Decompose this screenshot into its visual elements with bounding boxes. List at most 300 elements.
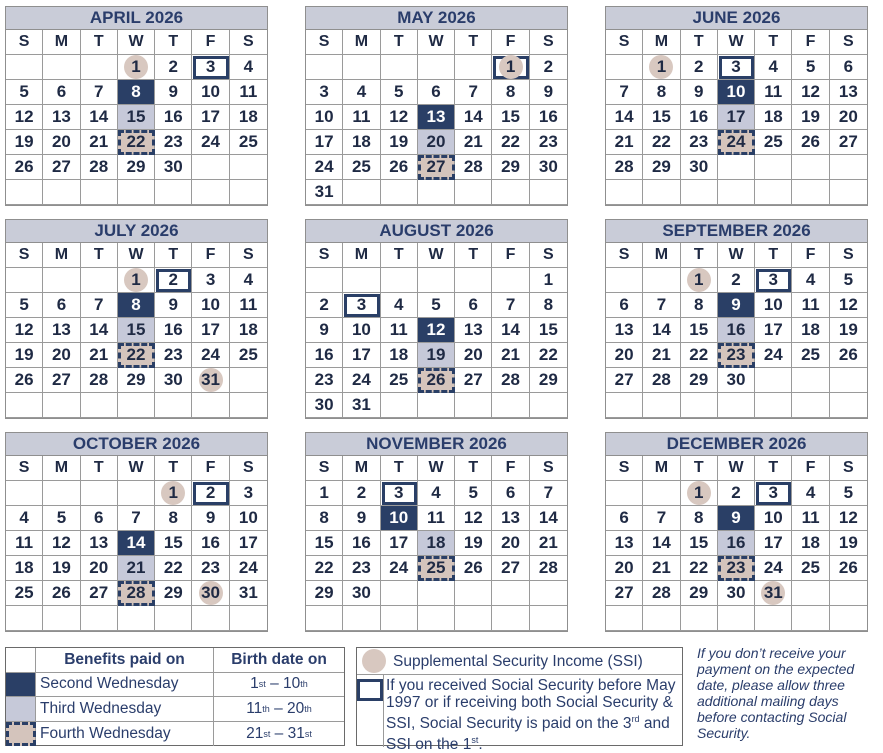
empty-cell [418, 606, 455, 631]
day-cell: 11 [381, 318, 418, 343]
empty-cell [606, 606, 643, 631]
weekday-header: M [643, 243, 680, 268]
weekday-header: M [43, 456, 80, 481]
weekday-header: T [155, 456, 192, 481]
day-cell: 27 [43, 155, 80, 180]
day-cell: 28 [118, 581, 155, 606]
empty-cell [81, 481, 118, 506]
day-cell: 28 [643, 581, 680, 606]
day-cell: 17 [381, 531, 418, 556]
day-cell: 4 [230, 55, 267, 80]
day-cell: 8 [306, 506, 343, 531]
day-cell: 6 [492, 481, 529, 506]
empty-cell [6, 268, 43, 293]
weekday-header: F [792, 30, 829, 55]
benefits-legend-table [5, 647, 345, 746]
day-cell: 11 [755, 80, 792, 105]
day-cell: 22 [118, 343, 155, 368]
empty-cell [43, 393, 80, 418]
empty-cell [6, 393, 43, 418]
day-cell: 19 [6, 130, 43, 155]
day-cell: 25 [230, 130, 267, 155]
month-calendar [605, 6, 868, 206]
legend-range: 11 th – 20 th [246, 699, 312, 717]
day-cell: 31 [755, 581, 792, 606]
day-cell: 4 [381, 293, 418, 318]
month-title: DECEMBER 2026 [606, 433, 867, 456]
day-cell: 19 [381, 130, 418, 155]
weekday-header: M [643, 456, 680, 481]
day-cell: 2 [681, 55, 718, 80]
day-cell: 24 [192, 130, 229, 155]
day-cell: 22 [681, 556, 718, 581]
day-cell: 29 [118, 368, 155, 393]
empty-cell [830, 606, 867, 631]
weekday-header: F [492, 243, 529, 268]
day-cell: 27 [455, 368, 492, 393]
weekday-header: T [381, 243, 418, 268]
day-cell: 5 [792, 55, 829, 80]
weekday-header: T [455, 30, 492, 55]
day-cell: 29 [155, 581, 192, 606]
weekday-header: T [755, 243, 792, 268]
day-cell: 14 [81, 318, 118, 343]
day-cell: 16 [155, 318, 192, 343]
empty-cell [6, 481, 43, 506]
day-cell: 30 [306, 393, 343, 418]
day-cell: 28 [606, 155, 643, 180]
day-cell: 25 [792, 556, 829, 581]
day-cell: 15 [306, 531, 343, 556]
day-cell: 11 [792, 293, 829, 318]
day-cell: 12 [830, 293, 867, 318]
empty-cell [681, 180, 718, 205]
weekday-header: S [6, 456, 43, 481]
day-cell: 26 [418, 368, 455, 393]
day-cell: 12 [6, 105, 43, 130]
day-cell: 8 [118, 80, 155, 105]
day-cell: 12 [455, 506, 492, 531]
day-cell: 10 [755, 506, 792, 531]
month-calendar [5, 219, 268, 419]
day-cell: 29 [530, 368, 567, 393]
empty-cell [492, 581, 529, 606]
day-cell: 7 [643, 506, 680, 531]
boxed-label: If you received Social Security before May 1997 or if receiving both Social Security & SSI, Social Security is paid on the 3rd and SSI on the 1st. [386, 677, 676, 753]
day-cell: 20 [81, 556, 118, 581]
day-cell: 7 [643, 293, 680, 318]
day-cell: 3 [755, 481, 792, 506]
day-cell: 17 [343, 343, 380, 368]
day-cell: 31 [306, 180, 343, 205]
day-cell: 9 [192, 506, 229, 531]
empty-cell [455, 268, 492, 293]
weekday-header: S [306, 243, 343, 268]
day-cell: 10 [306, 105, 343, 130]
weekday-header: W [718, 456, 755, 481]
empty-cell [792, 393, 829, 418]
day-cell: 24 [192, 343, 229, 368]
day-cell: 10 [381, 506, 418, 531]
day-cell: 17 [718, 105, 755, 130]
day-cell: 19 [792, 105, 829, 130]
day-cell: 8 [155, 506, 192, 531]
empty-cell [306, 268, 343, 293]
day-cell: 25 [755, 130, 792, 155]
day-cell: 30 [343, 581, 380, 606]
day-cell: 5 [381, 80, 418, 105]
day-cell: 20 [606, 556, 643, 581]
day-cell: 6 [830, 55, 867, 80]
day-cell: 22 [118, 130, 155, 155]
day-cell: 30 [155, 155, 192, 180]
month-title: SEPTEMBER 2026 [606, 220, 867, 243]
empty-cell [830, 393, 867, 418]
day-cell: 27 [606, 368, 643, 393]
day-cell: 26 [792, 130, 829, 155]
empty-cell [155, 180, 192, 205]
legend-row-fourth [6, 722, 344, 747]
empty-cell [530, 581, 567, 606]
legend-col-benefits: Benefits paid on [36, 648, 214, 672]
day-cell: 30 [718, 581, 755, 606]
weekday-header: T [381, 456, 418, 481]
day-cell: 19 [6, 343, 43, 368]
day-cell: 1 [681, 268, 718, 293]
day-cell: 16 [155, 105, 192, 130]
day-cell: 18 [792, 318, 829, 343]
empty-cell [418, 55, 455, 80]
day-cell: 20 [830, 105, 867, 130]
day-cell: 6 [43, 293, 80, 318]
weekday-header: S [6, 30, 43, 55]
day-cell: 4 [6, 506, 43, 531]
month-calendar [305, 219, 568, 419]
day-cell: 18 [792, 531, 829, 556]
legend-row-second [6, 673, 344, 698]
day-cell: 2 [343, 481, 380, 506]
day-cell: 12 [6, 318, 43, 343]
empty-cell [455, 581, 492, 606]
empty-cell [792, 606, 829, 631]
day-cell: 29 [681, 581, 718, 606]
day-cell: 2 [530, 55, 567, 80]
day-cell: 21 [643, 343, 680, 368]
legend-header-row [6, 648, 344, 673]
weekday-header: W [118, 456, 155, 481]
weekday-header: T [455, 243, 492, 268]
day-cell: 13 [418, 105, 455, 130]
weekday-header: S [530, 243, 567, 268]
day-cell: 6 [43, 80, 80, 105]
day-cell: 23 [681, 130, 718, 155]
empty-cell [681, 393, 718, 418]
weekday-header: W [418, 456, 455, 481]
weekday-header: M [43, 243, 80, 268]
day-cell: 22 [306, 556, 343, 581]
day-cell: 6 [606, 293, 643, 318]
day-cell: 22 [155, 556, 192, 581]
month-calendar [305, 432, 568, 632]
day-cell: 9 [718, 506, 755, 531]
empty-cell [455, 55, 492, 80]
day-cell: 2 [718, 268, 755, 293]
weekday-header: S [230, 456, 267, 481]
weekday-header: F [792, 243, 829, 268]
day-cell: 3 [192, 55, 229, 80]
day-cell: 22 [530, 343, 567, 368]
legend-label: Fourth Wednesday [36, 722, 214, 747]
day-cell: 12 [381, 105, 418, 130]
day-cell: 7 [530, 481, 567, 506]
day-cell: 19 [830, 531, 867, 556]
weekday-header: F [192, 30, 229, 55]
day-cell: 19 [43, 556, 80, 581]
day-cell: 15 [118, 105, 155, 130]
empty-cell [81, 393, 118, 418]
month-calendar [305, 6, 568, 206]
weekday-header: S [606, 243, 643, 268]
day-cell: 30 [530, 155, 567, 180]
day-cell: 27 [418, 155, 455, 180]
ssi-label: Supplemental Security Income (SSI) [393, 652, 643, 670]
day-cell: 18 [343, 130, 380, 155]
day-cell: 14 [492, 318, 529, 343]
day-cell: 8 [681, 293, 718, 318]
empty-cell [192, 393, 229, 418]
day-cell: 13 [606, 531, 643, 556]
empty-cell [118, 606, 155, 631]
empty-cell [606, 393, 643, 418]
empty-cell [792, 155, 829, 180]
day-cell: 16 [343, 531, 380, 556]
day-cell: 1 [118, 55, 155, 80]
legend-swatch-third [6, 697, 36, 721]
weekday-header: S [830, 30, 867, 55]
day-cell: 21 [81, 343, 118, 368]
empty-cell [43, 606, 80, 631]
empty-cell [492, 606, 529, 631]
empty-cell [530, 180, 567, 205]
day-cell: 11 [792, 506, 829, 531]
day-cell: 16 [681, 105, 718, 130]
day-cell: 1 [530, 268, 567, 293]
day-cell: 18 [755, 105, 792, 130]
empty-cell [43, 180, 80, 205]
empty-cell [718, 180, 755, 205]
day-cell: 13 [455, 318, 492, 343]
day-cell: 20 [455, 343, 492, 368]
weekday-header: F [492, 456, 529, 481]
day-cell: 10 [755, 293, 792, 318]
day-cell: 6 [81, 506, 118, 531]
empty-cell [192, 180, 229, 205]
legend-range: 1 st – 10 th [250, 675, 308, 693]
day-cell: 4 [755, 55, 792, 80]
day-cell: 9 [155, 80, 192, 105]
day-cell: 27 [492, 556, 529, 581]
day-cell: 25 [230, 343, 267, 368]
day-cell: 16 [306, 343, 343, 368]
day-cell: 25 [343, 155, 380, 180]
weekday-header: M [343, 456, 380, 481]
day-cell: 18 [418, 531, 455, 556]
day-cell: 7 [81, 80, 118, 105]
weekday-header: S [230, 243, 267, 268]
empty-cell [830, 581, 867, 606]
boxed-date-icon [357, 679, 383, 701]
day-cell: 23 [530, 130, 567, 155]
day-cell: 15 [643, 105, 680, 130]
empty-cell [381, 606, 418, 631]
day-cell: 11 [418, 506, 455, 531]
day-cell: 30 [192, 581, 229, 606]
empty-cell [343, 180, 380, 205]
mailing-note: If you don’t receive your payment on the expected date, please allow three additional mailing days before contacting Social Security. [697, 645, 855, 741]
day-cell: 3 [718, 55, 755, 80]
day-cell: 13 [43, 105, 80, 130]
empty-cell [643, 393, 680, 418]
day-cell: 14 [530, 506, 567, 531]
weekday-header: M [43, 30, 80, 55]
day-cell: 25 [418, 556, 455, 581]
ssi-legend-row [357, 648, 682, 675]
ssi-circle-icon [362, 649, 386, 673]
weekday-header: M [643, 30, 680, 55]
day-cell: 27 [606, 581, 643, 606]
day-cell: 1 [155, 481, 192, 506]
boxed-legend-row [357, 675, 682, 753]
day-cell: 6 [418, 80, 455, 105]
day-cell: 12 [43, 531, 80, 556]
day-cell: 9 [530, 80, 567, 105]
day-cell: 28 [643, 368, 680, 393]
legend-swatch-fourth [6, 722, 36, 747]
day-cell: 28 [81, 368, 118, 393]
empty-cell [455, 606, 492, 631]
day-cell: 29 [681, 368, 718, 393]
empty-cell [43, 481, 80, 506]
weekday-header: T [81, 456, 118, 481]
day-cell: 5 [830, 268, 867, 293]
day-cell: 25 [6, 581, 43, 606]
empty-cell [343, 268, 380, 293]
day-cell: 25 [792, 343, 829, 368]
empty-cell [343, 606, 380, 631]
day-cell: 28 [81, 155, 118, 180]
day-cell: 27 [81, 581, 118, 606]
empty-cell [530, 393, 567, 418]
day-cell: 5 [43, 506, 80, 531]
day-cell: 20 [418, 130, 455, 155]
empty-cell [43, 55, 80, 80]
weekday-header: F [192, 243, 229, 268]
empty-cell [381, 55, 418, 80]
day-cell: 29 [643, 155, 680, 180]
weekday-header: T [81, 243, 118, 268]
day-cell: 2 [155, 268, 192, 293]
empty-cell [492, 393, 529, 418]
empty-cell [155, 393, 192, 418]
weekday-header: M [343, 243, 380, 268]
empty-cell [755, 180, 792, 205]
legend-row-third [6, 697, 344, 722]
empty-cell [118, 481, 155, 506]
day-cell: 11 [230, 293, 267, 318]
weekday-header: S [606, 30, 643, 55]
day-cell: 20 [492, 531, 529, 556]
weekday-header: S [230, 30, 267, 55]
day-cell: 8 [643, 80, 680, 105]
day-cell: 23 [155, 343, 192, 368]
day-cell: 27 [43, 368, 80, 393]
weekday-header: W [118, 243, 155, 268]
empty-cell [792, 368, 829, 393]
day-cell: 12 [830, 506, 867, 531]
day-cell: 7 [455, 80, 492, 105]
day-cell: 18 [230, 105, 267, 130]
weekday-header: T [455, 456, 492, 481]
weekday-header: S [306, 456, 343, 481]
day-cell: 23 [306, 368, 343, 393]
empty-cell [492, 268, 529, 293]
weekday-header: W [118, 30, 155, 55]
day-cell: 15 [118, 318, 155, 343]
empty-cell [230, 368, 267, 393]
empty-cell [455, 180, 492, 205]
day-cell: 10 [718, 80, 755, 105]
day-cell: 22 [492, 130, 529, 155]
weekday-header: T [755, 30, 792, 55]
empty-cell [643, 180, 680, 205]
empty-cell [755, 368, 792, 393]
day-cell: 19 [455, 531, 492, 556]
day-cell: 1 [643, 55, 680, 80]
day-cell: 1 [681, 481, 718, 506]
weekday-header: S [306, 30, 343, 55]
day-cell: 28 [455, 155, 492, 180]
day-cell: 13 [830, 80, 867, 105]
day-cell: 24 [230, 556, 267, 581]
empty-cell [755, 393, 792, 418]
empty-cell [81, 180, 118, 205]
day-cell: 28 [530, 556, 567, 581]
day-cell: 26 [381, 155, 418, 180]
month-calendar [605, 432, 868, 632]
day-cell: 23 [343, 556, 380, 581]
day-cell: 5 [6, 293, 43, 318]
empty-cell [718, 155, 755, 180]
day-cell: 30 [155, 368, 192, 393]
day-cell: 11 [343, 105, 380, 130]
day-cell: 13 [43, 318, 80, 343]
day-cell: 31 [192, 368, 229, 393]
day-cell: 29 [118, 155, 155, 180]
day-cell: 30 [718, 368, 755, 393]
day-cell: 29 [306, 581, 343, 606]
empty-cell [118, 180, 155, 205]
day-cell: 24 [718, 130, 755, 155]
day-cell: 11 [230, 80, 267, 105]
day-cell: 14 [118, 531, 155, 556]
day-cell: 3 [343, 293, 380, 318]
day-cell: 5 [6, 80, 43, 105]
empty-cell [755, 155, 792, 180]
day-cell: 6 [455, 293, 492, 318]
day-cell: 16 [718, 318, 755, 343]
day-cell: 11 [6, 531, 43, 556]
day-cell: 25 [381, 368, 418, 393]
